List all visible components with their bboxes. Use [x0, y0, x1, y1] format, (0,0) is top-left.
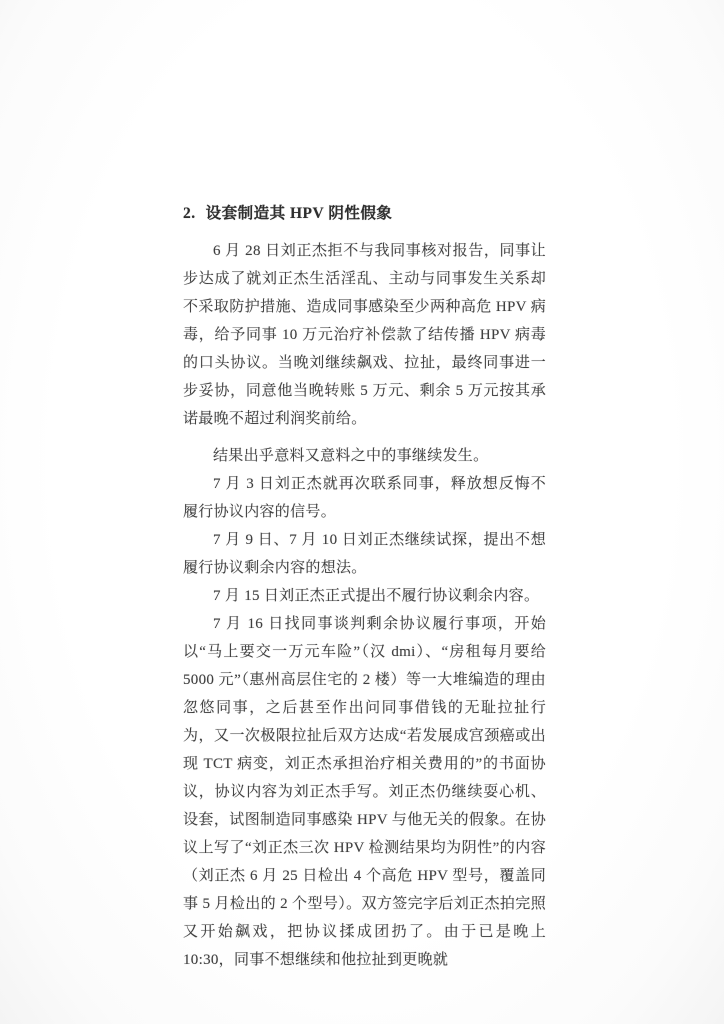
paragraph-1: 6 月 28 日刘正杰拒不与我同事核对报告，同事让步达成了就刘正杰生活淫乱、主动与同事发生关系却不采取防护措施、造成同事感染至少两种高危 HPV 病毒，给予同事 10 万元治疗补偿款了结传播 HPV 病毒的口头协议。当晚刘继续飙戏、拉扯，最终同事进一步妥协，同意他当晚转账 5 万元、剩余 5 万元按其承诺最晚不超过利润奖前给。 [183, 243, 546, 427]
paragraph-4: 7 月 9 日、7 月 10 日刘正杰继续试探，提出不想履行协议剩余内容的想法。 [183, 532, 546, 576]
paragraph-5: 7 月 15 日刘正杰正式提出不履行协议剩余内容。 [213, 588, 540, 604]
section-number: 2. [183, 205, 196, 222]
paragraph-2: 结果出乎意料又意料之中的事继续发生。 [213, 448, 489, 464]
section-heading [183, 203, 546, 225]
paragraph-3: 7 月 3 日刘正杰就再次联系同事，释放想反悔不履行协议内容的信号。 [183, 476, 546, 520]
section-title: 设套制造其 HPV 阴性假象 [205, 205, 393, 222]
document-text-block [183, 203, 546, 974]
paragraph-6: 7 月 16 日找同事谈判剩余协议履行事项，开始以“马上要交一万元车险”（汉 dmi）、“房租每月要给 5000 元”（惠州高层住宅的 2 楼）等一大堆编造的理由忽悠同事，之后甚至作出问同事借钱的无耻拉扯行为，又一次极限拉扯后双方达成“若发展成宫颈癌或出现 TCT 病变，刘正杰承担治疗相关费用的”的书面协议，协议内容为刘正杰手写。刘正杰仍继续耍心机、设套，试图制造同事感染 HPV 与他无关的假象。在协议上写了“刘正杰三次 HPV 检测结果均为阴性”的内容（刘正杰 6 月 25 日检出 4 个高危 HPV 型号，覆盖同事 5 月检出的 2 个型号）。双方签完字后刘正杰拍完照又开始飙戏，把协议揉成团扔了。由于已是晚上 10:30，同事不想继续和他拉扯到更晚就 [183, 616, 546, 968]
